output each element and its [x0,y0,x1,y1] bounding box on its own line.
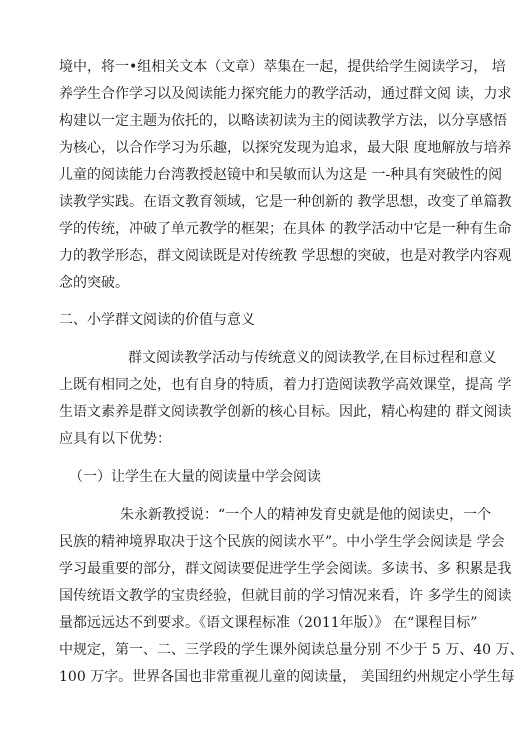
paragraph-line: 力的教学形态，群文阅读既是对传统教 学思想的突破，也是对教学内容观 [59,248,512,264]
paragraph-line: 100 万字。世界各国也非常重视儿童的阅读量， 美国纽约州规定小学生每 [59,669,515,685]
paragraph-line: 量都远远达不到要求。《语文课程标准（2011年版）》 在“课程目标” [59,615,478,631]
paragraph-line: 朱永新教授说：“一个人的精神发育史就是他的阅读史，一个 [120,507,492,523]
paragraph-line: 念的突破。 [59,275,129,291]
paragraph-line: 养学生合作学习以及阅读能力探究能力的教学活动，通过群文阅 读，力求 [59,86,512,102]
paragraph-line: 学的传统，冲破了单元教学的框架；在具体 的教学活动中它是一种有生命 [59,221,512,237]
paragraph-line: 民族的精神境界取决于这个民族的阅读水平”。中小学生学会阅读是 学会 [59,534,505,550]
paragraph-line: 读教学实践。在语文教育领域，它是一种创新的 教学思想，改变了单篇教 [59,194,512,210]
paragraph-line: 境中，将一•组相关文本（文章）萃集在一起，提供给学生阅读学习， 培 [59,59,506,75]
paragraph-line: 中规定，第一、二、三学段的学生课外阅读总量分别 不少于 5 万、40 万、 [59,642,524,658]
paragraph-line: 上既有相同之处，也有自身的特质，着力打造阅读教学高效课堂，提高 学 [59,377,512,393]
paragraph-line: 群文阅读教学活动与传统意义的阅读教学,在目标过程和意义 [128,350,497,366]
paragraph-line: 学习最重要的部分，群文阅读要促进学生学会阅读。多读书、多 积累是我 [59,561,512,577]
paragraph-line: 构建以一定主题为依托的，以略读初读为主的阅读教学方法，以分享感悟 [59,113,507,129]
section-heading: 二、小学群文阅读的价值与意义 [59,312,255,328]
paragraph-line: 儿童的阅读能力台湾教授赵镜中和吴敏而认为这是 一-种具有突破性的阅 [59,167,503,183]
subsection-heading: （一）让学生在大量的阅读量中学会阅读 [69,469,321,485]
paragraph-line: 国传统语文教学的宝贵经验，但就目前的学习情况来看，许 多学生的阅读 [59,588,512,604]
paragraph-line: 为核心，以合作学习为乐趣，以探究发现为追求，最大限 度地解放与培养 [59,140,512,156]
paragraph-line: 应具有以下优势： [59,431,171,447]
paragraph-line: 生语文素养是群文阅读教学创新的核心目标。因此，精心构建的 群文阅读 [59,404,512,420]
